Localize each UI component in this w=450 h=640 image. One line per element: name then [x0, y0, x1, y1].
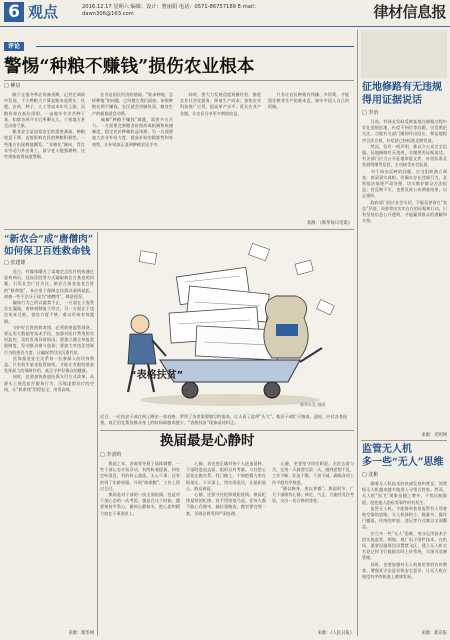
paragraph: 同时，要大力发展适度规模经营，推进农业社会化服务，降低生产成本；加快农业科技推广应用，提高单产水平；延长农业产业链，让农民分享更多增值收益。: [180, 92, 261, 116]
cartoon-caption: 近日，一位扶贫干部在网上晒出一张表格，罗列了各类需要填写的报表，让人看了直呼“头大”。基层干部忙于填表、迎检、应付各类检查，真正用在帮扶群众身上的时间却越来越少，“表格扶贫”现象亟待纠正。: [100, 414, 348, 425]
paragraph: 换届之年，各地领导班子陆续调整。一些干部心态开始浮动，有的盼着提拔，四处打听消息；有的担心落选，无心干事；还有的到了年龄界限，开始“歇歇脚”，工作上得过且过。: [100, 461, 180, 491]
right-top-body: [362, 119, 447, 431]
right-top-headline: 征地修路有无违规得用证据说话: [362, 82, 442, 106]
paragraph: 应当多一些“无人”思维，充分运用技术手段实施监管。例如，推广电子围栏技术，在机场、重要设施周边设置禁飞区；建立无人机实名登记和飞行数据实时上传系统，实现可追溯管理。: [362, 530, 447, 561]
section-rule: [361, 440, 447, 441]
bottom-article-source: 来源：《人民日报》: [317, 631, 354, 636]
right-bottom-byline: □ 沈彬: [362, 472, 379, 478]
paragraph: 近日，有媒体曝光了某地定点医疗机构通过虚构病历、挂床住院等方式骗取新农合基金的问题，引发社会广泛关注。新农合基金是老百姓的“救命钱”，本应用于保障农民群众看病就医，却被一些不法分子视为“唐僧肉”，肆意侵吞。: [4, 269, 94, 299]
cartoon-sign-text: “表格扶贫”: [130, 370, 184, 381]
paragraph: 粮食安全是国家安全的重要基础。种粮收益下降，直接影响农民的种粮积极性。一些地方出现耕地撂荒、“非粮化”倾向，青壮年劳动力外出务工，留守老人勉强耕种，这些现象值得高度警惕。: [4, 129, 85, 160]
issue-meta: 2016.12.17 星期六 编辑：设计：曹丽娟 电话：0571-86757189 E-mail：dawn306@163.com: [82, 4, 260, 17]
paragraph: 同时，也要加快推进医保支付方式改革，从源头上规范医疗服务行为，压缩虚假诊疗的空间，让“救命钱”用得安全、用得高效。: [4, 374, 94, 392]
main-byline: □ 柳泉: [4, 83, 21, 89]
paragraph: 日前，有网友发帖反映某地在修路过程中存在违规征地、补偿不到位等问题，引发舆论关注。当地有关部门随即作出回应，称征地程序合法合规，补偿款已按标准足额发放。: [362, 119, 447, 143]
tag-rule: [36, 46, 354, 47]
column-divider: [357, 30, 358, 636]
right-bottom-headline: 监管无人机 多一些“无人”思维: [362, 444, 444, 468]
left-headline: “新农合”成“唐僧肉” 如何保卫百姓救命钱: [4, 234, 94, 257]
sack: [264, 296, 308, 358]
main-article-col-4: [268, 92, 349, 218]
left-article-source: 来源：新华网: [68, 631, 94, 636]
bottom-article-col-2: [186, 461, 266, 633]
right-bottom-source: 来源：新京报: [421, 631, 447, 636]
paragraph: 只有让农民种粮有钱赚、多得利，才能稳住粮食生产的基本盘，端牢中国人自己的饭碗。: [268, 92, 349, 110]
bottom-byline: □ 李清鸣: [100, 452, 122, 458]
bottom-headline: 换届最是心静时: [160, 433, 255, 449]
newspaper-masthead: 律材信息报: [373, 3, 446, 21]
section-title: 观点: [28, 3, 59, 21]
paragraph: 同时，也要加强对无人机使用者的宣传教育，增强其守法意识和安全意识，让无人机在规范有序的轨道上健康发展。: [362, 561, 447, 580]
right-top-source: 来源：光明网: [421, 433, 447, 438]
paragraph: 政府部门回应社会关切，不能仅停留在“表态”层面，而要拿出实实在在的证据和行动。只有坚持信息公开透明，才能赢得群众的理解和支持。: [362, 199, 447, 224]
page-header: [0, 0, 450, 27]
paragraph: 骗保行为之所以屡禁不止，一方面在于监管存在漏洞，审核机制流于形式；另一方面在于违法成本过低，查处力度不够，难以形成有效震慑。: [4, 300, 94, 324]
main-article-col-2: [92, 92, 173, 226]
paragraph: 心静，更要坚守岗位职责。无论去留与否，在岗一天就要尽责一天，做到思想不乱、工作不断、队伍不散、干劲不减，确保各项工作平稳有序推进。: [272, 461, 354, 485]
main-article-col-3: [180, 92, 261, 226]
main-article-source: 来源：《新华每日电讯》: [306, 221, 352, 226]
paragraph: 随着无人机技术的快速发展和普及，消费级无人机越来越多地进入寻常百姓家。然而，无人机“黑飞”现象也随之增多，干扰民航航班、侵犯他人隐私等事件时有发生。: [362, 481, 447, 505]
paragraph: “静以修身，俭以养德”。换届时节，广大干部唯有心静、神定、气正，方能经受住考验，交出一份合格的答卷。: [272, 485, 354, 504]
left-byline: □ 张建雄: [4, 260, 26, 266]
paragraph: 医保基金安全关系每一位参保人的切身利益。只有筑牢基金监管防线，才能让有限的基金发挥最大的保障作用，真正守护好群众的健康。: [4, 355, 94, 374]
left-article-body: [4, 269, 94, 629]
main-headline: 警惕“种粮不赚钱”损伤农业根本: [4, 57, 255, 77]
paragraph: 然而，仅有一纸声明，难以令公众完全信服。征地修路有无违规，关键要用证据说话。有关部门应当公开征地审批文件、补偿标准及发放明细等信息，主动接受社会监督。: [362, 143, 447, 168]
paragraph: 对于网友反映的问题，应当组织独立调查，查清事实真相。若确实存在违规行为，必须依法依规严肃处理，切实维护群众合法权益；若反映不实，也要及时公布调查结果，以正视听。: [362, 168, 447, 199]
paragraph: 守护好百姓的救命钱，必须织密监管网络。要运用大数据等技术手段，加强对医疗费用的实时监控，及时发现异常情况；要建立健全举报奖励制度，发动群众参与监督；要加大对违法违规行为的惩处力度，让骗保者付出沉重代价。: [4, 324, 94, 355]
paragraph: 心静，首先要正确对待个人进退留转。干部的进退去留，组织自有考量。与其把心思花在跑关系、找门路上，不如把精力用在抓落实、干实事上，用实绩说话，让组织放心、群众满意。: [186, 461, 266, 491]
editorial-cartoon: [100, 232, 354, 412]
cartoon-credit: 新华社发 漫画: [300, 402, 326, 407]
paragraph: 心静，还要守住纪律规矩底线。换届纪律是铁的纪律，容不得丝毫马虎。任何人都不能心存侥幸，搞拉票贿选、跑官要官那一套，否则必将受到严肃处理。: [186, 492, 266, 516]
paragraph: 农业是国民经济的基础。“谁来种地、怎样种地”的问题，已经摆在我们面前。如果种粮长期不赚钱，农民就会用脚投票，粮食生产的根基就会动摇。: [92, 92, 173, 116]
page-number: 6: [4, 2, 24, 22]
paragraph: 换届是对干部的一次全面检阅，也是对干部心态的一次考验。越是在这个时候，越要保持平常心，做到心静如水，把心思和精力放在干事创业上。: [100, 492, 180, 516]
bottom-article-col-3: [272, 461, 354, 625]
section-rule: [100, 430, 354, 431]
paragraph: 眼下正值冬季农资备货期，记者在调研中发现，不少种粮大户算起账来直摇头：化肥、农药、种子、人工等成本年年上涨，而粮价却在低位徘徊，一亩地辛辛苦苦种下来，扣除各项开支后所剩无几，个别地方甚至出现亏损。: [4, 92, 85, 129]
paragraph: 破解“种粮不赚钱”难题，需要多方合力。一方面要完善粮食价格形成机制和收储制度，稳定农民种粮收益预期；另一方面要加大农业补贴力度，提高补贴的精准性和有效性，让补贴真正落到种粮农民手中。: [92, 116, 173, 147]
column-divider: [97, 232, 98, 636]
section-rule: [4, 229, 354, 230]
headline-rule: [4, 80, 354, 81]
main-article-col-1: [4, 92, 85, 226]
right-top-byline: □ 李治: [362, 110, 379, 116]
right-column-top-panel: [361, 30, 447, 78]
paragraph: 监管无人机，不能简单套用监管有人驾驶航空器的思路。无人机体积小、数量多、操作门槛低，传统的审批、登记等方式难以全面覆盖。: [362, 505, 447, 530]
column-tag: 评论: [4, 42, 24, 51]
bottom-article-col-1: [100, 461, 180, 633]
right-bottom-body: [362, 481, 447, 629]
